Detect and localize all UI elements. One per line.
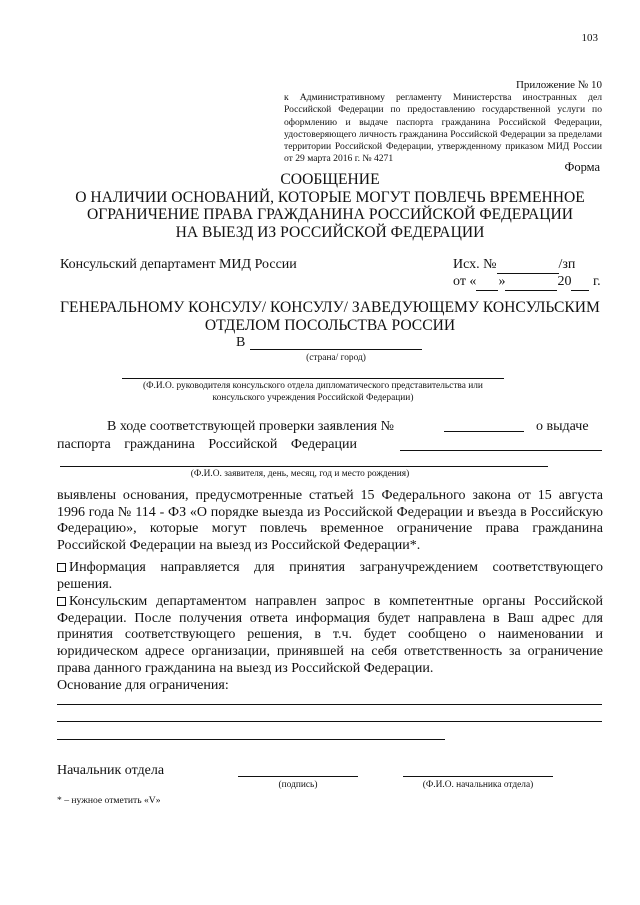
country-city-caption: (страна/ город)	[306, 353, 366, 363]
outgoing-date	[453, 273, 601, 291]
title-line: ОГРАНИЧЕНИЕ ПРАВА ГРАЖДАНИНА РОССИЙСКОЙ ФЕДЕРАЦИИ	[86, 206, 574, 223]
signature-field[interactable]	[238, 776, 358, 777]
year-field[interactable]	[571, 273, 589, 291]
date-open: от «	[453, 274, 477, 289]
option-2	[57, 594, 603, 678]
appendix-title: Приложение № 10	[515, 79, 602, 91]
check-text-start: В ходе соответствующей проверки заявления №	[107, 419, 394, 434]
country-city-field[interactable]	[250, 349, 422, 350]
title-line: СООБЩЕНИЕ	[280, 171, 380, 188]
page-number: 103	[581, 32, 598, 44]
sender-name: Консульский департамент МИД России	[60, 257, 297, 272]
option-2-text: Консульским департаментом направлен запрос в компетентные органы Российской Федерации. После получения ответа информация будет направлена в Ваш адрес для принятия соответствующего решения, в т.ч. будет сообщено о наименовании и юридическом адресе организации, принявшей на себя ответственность за ограничение права данного гражданина на выезд из Российской Федерации.	[57, 594, 603, 676]
basis-label: Основание для ограничения:	[57, 678, 229, 693]
outgoing-prefix: Исх. №	[453, 257, 497, 272]
applicant-field-2[interactable]	[60, 466, 548, 467]
footnote: * – нужное отметить «V»	[57, 795, 161, 806]
addressee-line: ОТДЕЛОМ ПОСОЛЬСТВА РОССИИ	[204, 316, 456, 334]
form-label: Форма	[564, 160, 600, 174]
consul-name-caption: (Ф.И.О. руководителя консульского отдела дипломатического представительства или консульского учреждения Российской Федерации)	[143, 381, 483, 403]
check-text-mid: о выдаче	[536, 419, 589, 434]
basis-field-1[interactable]	[57, 704, 602, 705]
checkbox[interactable]	[57, 563, 66, 572]
option-1-text: Информация направляется для принятия загранучреждением соответствующего решения.	[57, 560, 603, 592]
chief-label: Начальник отдела	[57, 763, 165, 778]
applicant-caption: (Ф.И.О. заявителя, день, месяц, год и место рождения)	[190, 469, 410, 479]
option-1	[57, 560, 603, 593]
year-prefix: 20	[557, 274, 572, 289]
check-text-end: паспорта гражданина Российской Федерации	[57, 437, 357, 452]
in-label: В	[236, 335, 246, 350]
month-field[interactable]	[505, 273, 557, 291]
basis-field-3[interactable]	[57, 739, 445, 740]
checkbox[interactable]	[57, 597, 66, 606]
addressee	[40, 299, 620, 334]
title-line: НА ВЫЕЗД ИЗ РОССИЙСКОЙ ФЕДЕРАЦИИ	[175, 223, 485, 241]
outgoing-number	[453, 256, 575, 274]
chief-name-field[interactable]	[403, 776, 553, 777]
outgoing-suffix: /зп	[558, 257, 576, 272]
application-number-field[interactable]	[444, 431, 524, 432]
consul-name-field[interactable]	[122, 378, 504, 379]
chief-name-caption: (Ф.И.О. начальника отдела)	[422, 780, 534, 790]
day-field[interactable]	[476, 273, 498, 291]
appendix-block	[284, 79, 602, 165]
appendix-text: к Административному регламенту Министерства иностранных дел Российской Федерации по предоставлению государственной услуги по оформлению и выдаче паспорта гражданина Российской Федерации, удостоверяющего личность гражданина Российской Федерации за пределами территории Российской Федерации, утвержденному приказом МИД России от 29 марта 2016 г. № 4271	[284, 92, 602, 165]
main-paragraph: выявлены основания, предусмотренные статьей 15 Федерального закона от 15 августа 1996 года № 114 - ФЗ «О порядке выезда из Российской Федерации и въезда в Российскую Федерацию», которые могут повлечь временное ограничение права гражданина Российской Федерации на выезд из Российской Федерации*.	[57, 488, 603, 554]
year-suffix: г.	[592, 274, 601, 289]
basis-field-2[interactable]	[57, 721, 602, 722]
addressee-line: ГЕНЕРАЛЬНОМУ КОНСУЛУ/ КОНСУЛУ/ ЗАВЕДУЮЩЕМУ КОНСУЛЬСКИМ	[60, 299, 600, 316]
title-line: О НАЛИЧИИ ОСНОВАНИЙ, КОТОРЫЕ МОГУТ ПОВЛЕЧЬ ВРЕМЕННОЕ	[75, 188, 585, 206]
document-title	[60, 171, 600, 241]
date-close: »	[498, 274, 506, 289]
applicant-field-1[interactable]	[400, 450, 602, 451]
outgoing-number-field[interactable]	[497, 256, 559, 274]
signature-caption: (подпись)	[278, 780, 318, 790]
